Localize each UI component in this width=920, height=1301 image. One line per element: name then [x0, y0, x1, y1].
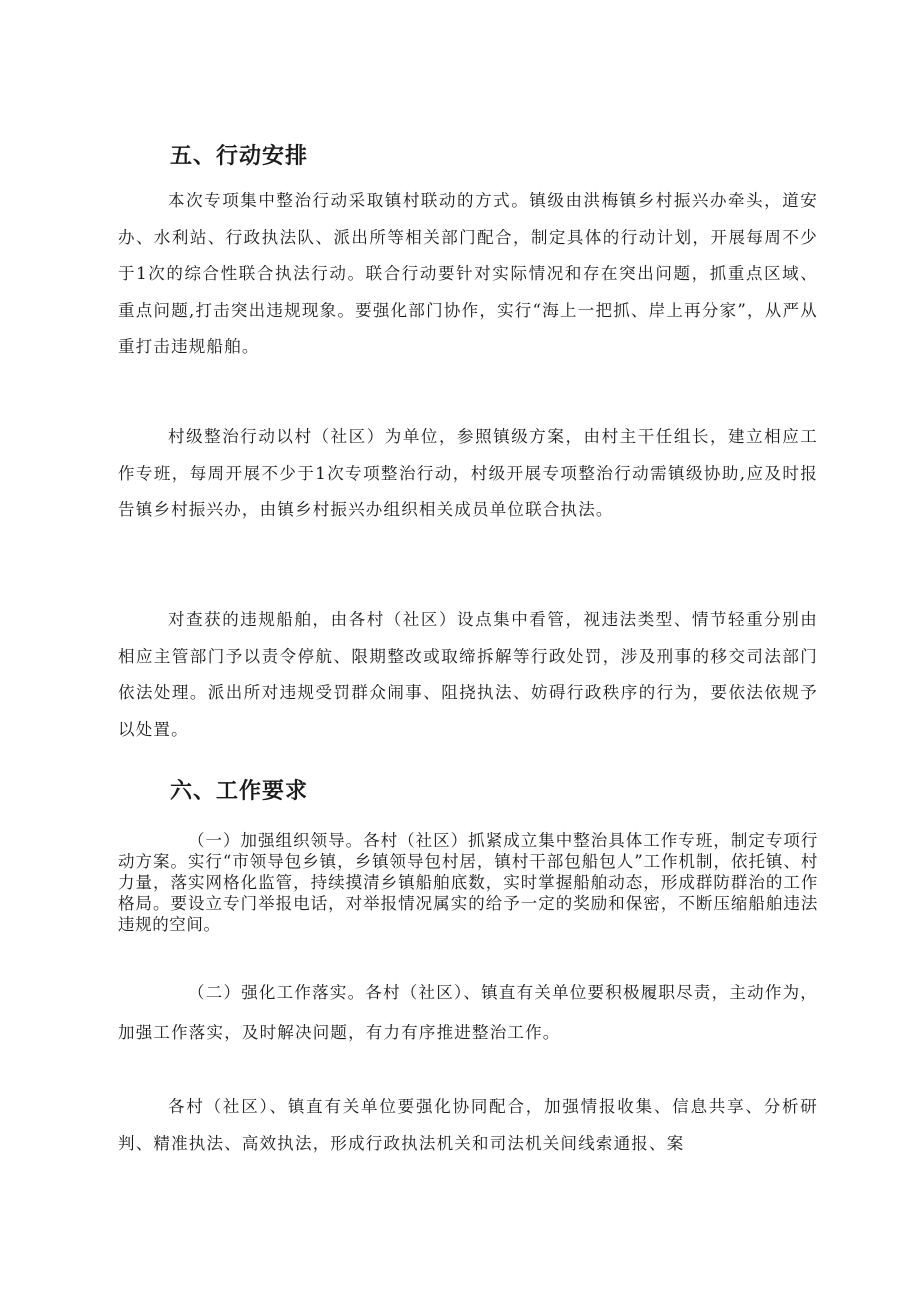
section-heading-6: 六、工作要求	[170, 779, 309, 804]
paragraph-town-action: 本次专项集中整治行动采取镇村联动的方式。镇级由洪梅镇乡村振兴办牵头，道安办、水利站、行政执法队、派出所等相关部门配合，制定具体的行动计划，开展每周不少于1次的综合性联合执法行动。联合行动要针对实际情况和存在突出问题，抓重点区域、重点问题,打击突出违规现象。要强化部门协作，实行“海上一把抓、岸上再分家”，从严从重打击违规船舶。	[118, 191, 818, 357]
paragraph-organization: （一）加强组织领导。各村（社区）抓紧成立集中整治具体工作专班，制定专项行动方案。实行“市领导包乡镇，乡镇领导包村居，镇村干部包船包人”工作机制，依托镇、村力量，落实网格化监管，持续摸清乡镇船舶底数，实时掌握船舶动态，形成群防群治的工作格局。要设立专门举报电话，对举报情况属实的给予一定的奖励和保密，不断压缩船舶违法违规的空间。	[118, 831, 818, 934]
paragraph-implementation: （二）强化工作落实。各村（社区）、镇直有关单位要积极履职尽责，主动作为，加强工作落实，及时解决问题，有力有序推进整治工作。	[118, 983, 818, 1042]
paragraph-village-action: 村级整治行动以村（社区）为单位，参照镇级方案，由村主干任组长，建立相应工作专班，每周开展不少于1次专项整治行动，村级开展专项整治行动需镇级协助,应及时报告镇乡村振兴办，由镇乡村振兴办组织相关成员单位联合执法。	[118, 427, 818, 520]
paragraph-coordination: 各村（社区）、镇直有关单位要强化协同配合，加强情报收集、信息共享、分析研判、精准执法、高效执法，形成行政执法机关和司法机关间线索通报、案	[118, 1097, 818, 1153]
section-heading-5: 五、行动安排	[170, 144, 309, 169]
paragraph-ship-handling: 对查获的违规船舶，由各村（社区）设点集中看管，视违法类型、情节轻重分别由相应主管部门予以责令停航、限期整改或取缔拆解等行政处罚，涉及刑事的移交司法部门依法处理。派出所对违规受罚群众闹事、阻挠执法、妨碍行政秩序的行为，要依法依规予以处置。	[118, 610, 818, 739]
